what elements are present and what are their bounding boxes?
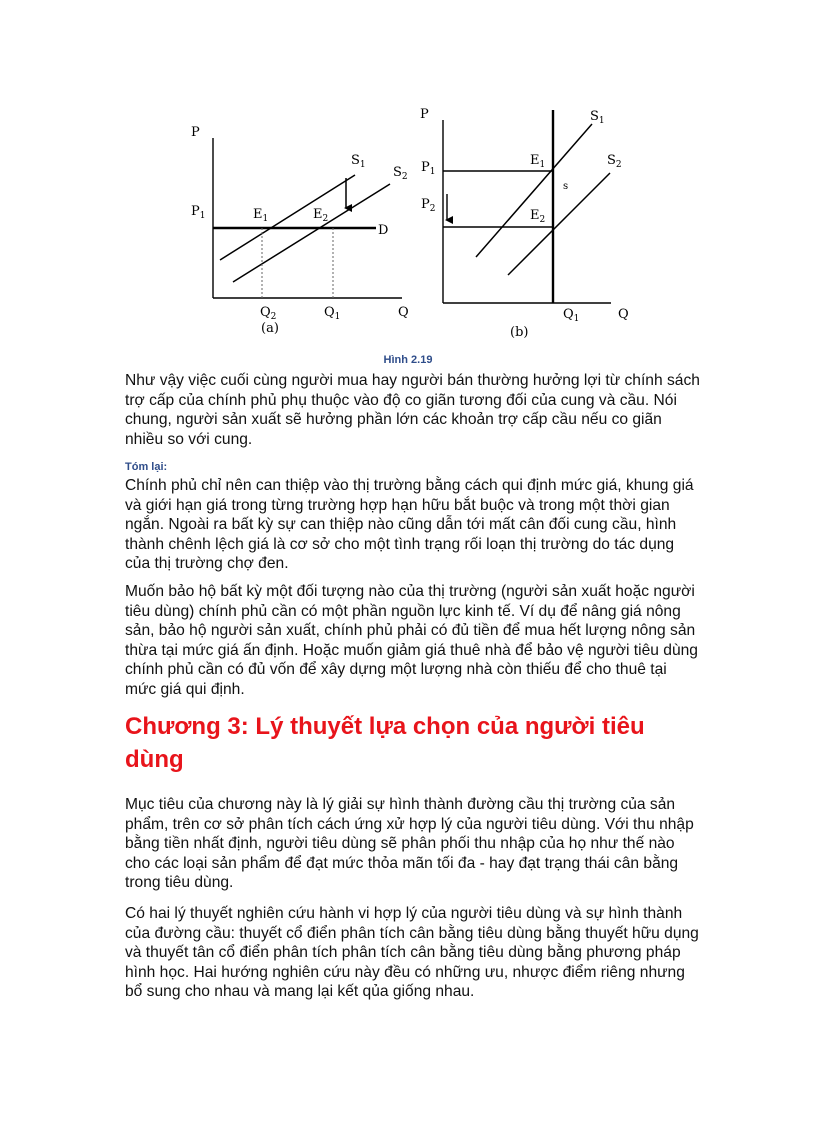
panel-a-e1-label: $E_1$: [253, 207, 269, 224]
panel-b-s-label: s: [563, 181, 569, 192]
panel-a-supply-s2: [233, 184, 390, 282]
panel-b-supply-s2: [508, 173, 610, 275]
panel-b-p-axis-label: P: [420, 107, 429, 122]
panel-b-e1-label: $E_1$: [530, 153, 546, 170]
paragraph-two-theories: Có hai lý thuyết nghiên cứu hành vi hợp lý của người tiêu dùng và sự hình thành của đường cầu: thuyết cổ điển phân tích cân bằng tiêu dùng bằng thuyết hữu dụng và thuyết tân cổ điển phân tích phân tích cân bằng tiêu dùng bằng phương pháp hình học. Hai hướng nghiên cứu này đều có những ưu, nhược điểm riêng nhưng bổ sung cho nhau và mang lại kết qủa giống nhau.: [125, 905, 699, 1001]
panel-b-p1-label: $P_1$: [421, 160, 436, 177]
paragraph-protection: Muốn bảo hộ bất kỳ một đối tượng nào của thị trường (người sản xuất hoặc người tiêu dùng) chính phủ cần có một phần nguồn lực kinh tế. Ví dụ để nâng giá nông sản, bảo hộ người sản xuất, chính phủ phải có đủ tiền để mua hết lượng nông sản thừa tại mức giá ấn định. Hoặc muốn giảm giá thuê nhà để bảo vệ người tiêu dùng chính phủ cần có đủ vốn để xây dựng một lượng nhà còn thiếu để cho thuê tại mức giá qui định.: [125, 583, 698, 698]
panel-b-s2-label: $S_2$: [607, 153, 622, 170]
panel-a-q-axis-label: Q: [398, 305, 409, 320]
panel-a-q1-label: $Q_1$: [324, 305, 341, 322]
panel-a-p-axis-label: P: [191, 125, 200, 140]
figure-caption: Hình 2.19: [383, 354, 433, 366]
chapter-3-title: Chương 3: Lý thuyết lựa chọn của người tiêu dùng: [125, 713, 645, 773]
panel-a-s2-label: $S_2$: [393, 165, 408, 182]
panel-b-e2-label: $E_2$: [530, 208, 546, 225]
summary-heading: Tóm lại:: [125, 461, 168, 473]
panel-b-q-axis-label: Q: [618, 307, 629, 322]
panel-a-d-label: D: [378, 223, 389, 238]
panel-a-q2-label: $Q_2$: [260, 305, 277, 322]
panel-b-supply-s1: [476, 124, 592, 257]
panel-a-p1-label: $P_1$: [191, 204, 206, 221]
panel-b-p2-label: $P_2$: [421, 197, 436, 214]
panel-b-s1-label: $S_1$: [590, 109, 605, 126]
panel-a-s1-label: $S_1$: [351, 153, 366, 170]
panel-b: [420, 107, 629, 340]
figure-2-19: [180, 98, 650, 360]
panel-a-e2-label: $E_2$: [313, 207, 329, 224]
panel-b-q1-label: $Q_1$: [563, 307, 580, 324]
panel-a: [191, 125, 409, 336]
panel-a-caption-label: (a): [261, 321, 279, 336]
paragraph-subsidy-incidence: Như vậy việc cuối cùng người mua hay người bán thường hưởng lợi từ chính sách trợ cấp của chính phủ phụ thuộc vào độ co giãn tương đối của cung và cầu. Nói chung, người sản xuất sẽ hưởng phần lớn các khoản trợ cấp cầu nếu co giãn nhiều so với cung.: [125, 372, 700, 448]
figure-diagram: [180, 98, 650, 360]
panel-b-caption-label: (b): [510, 325, 529, 340]
paragraph-chapter-goal: Mục tiêu của chương này là lý giải sự hình thành đường cầu thị trường của sản phẩm, trên cơ sở phân tích cách ứng xử hợp lý của người tiêu dùng. Với thu nhập bằng tiền nhất định, người tiêu dùng sẽ phân phối thu nhập của họ như thế nào cho các loại sản phẩm để đạt mức thỏa mãn tối đa - hay đạt trạng thái cân bằng trong tiêu dùng.: [125, 796, 694, 892]
paragraph-summary: Chính phủ chỉ nên can thiệp vào thị trường bằng cách qui định mức giá, khung giá và giới hạn giá trong từng trường hợp hạn hữu bắt buộc và trong một thời gian ngắn. Ngoài ra bất kỳ sự can thiệp nào cũng dẫn tới mất cân đối cung cầu, hình thành chênh lệch giá là cơ sở cho một tình trạng rối loạn thị trường do tác dụng của thị trường chợ đen.: [125, 477, 694, 573]
